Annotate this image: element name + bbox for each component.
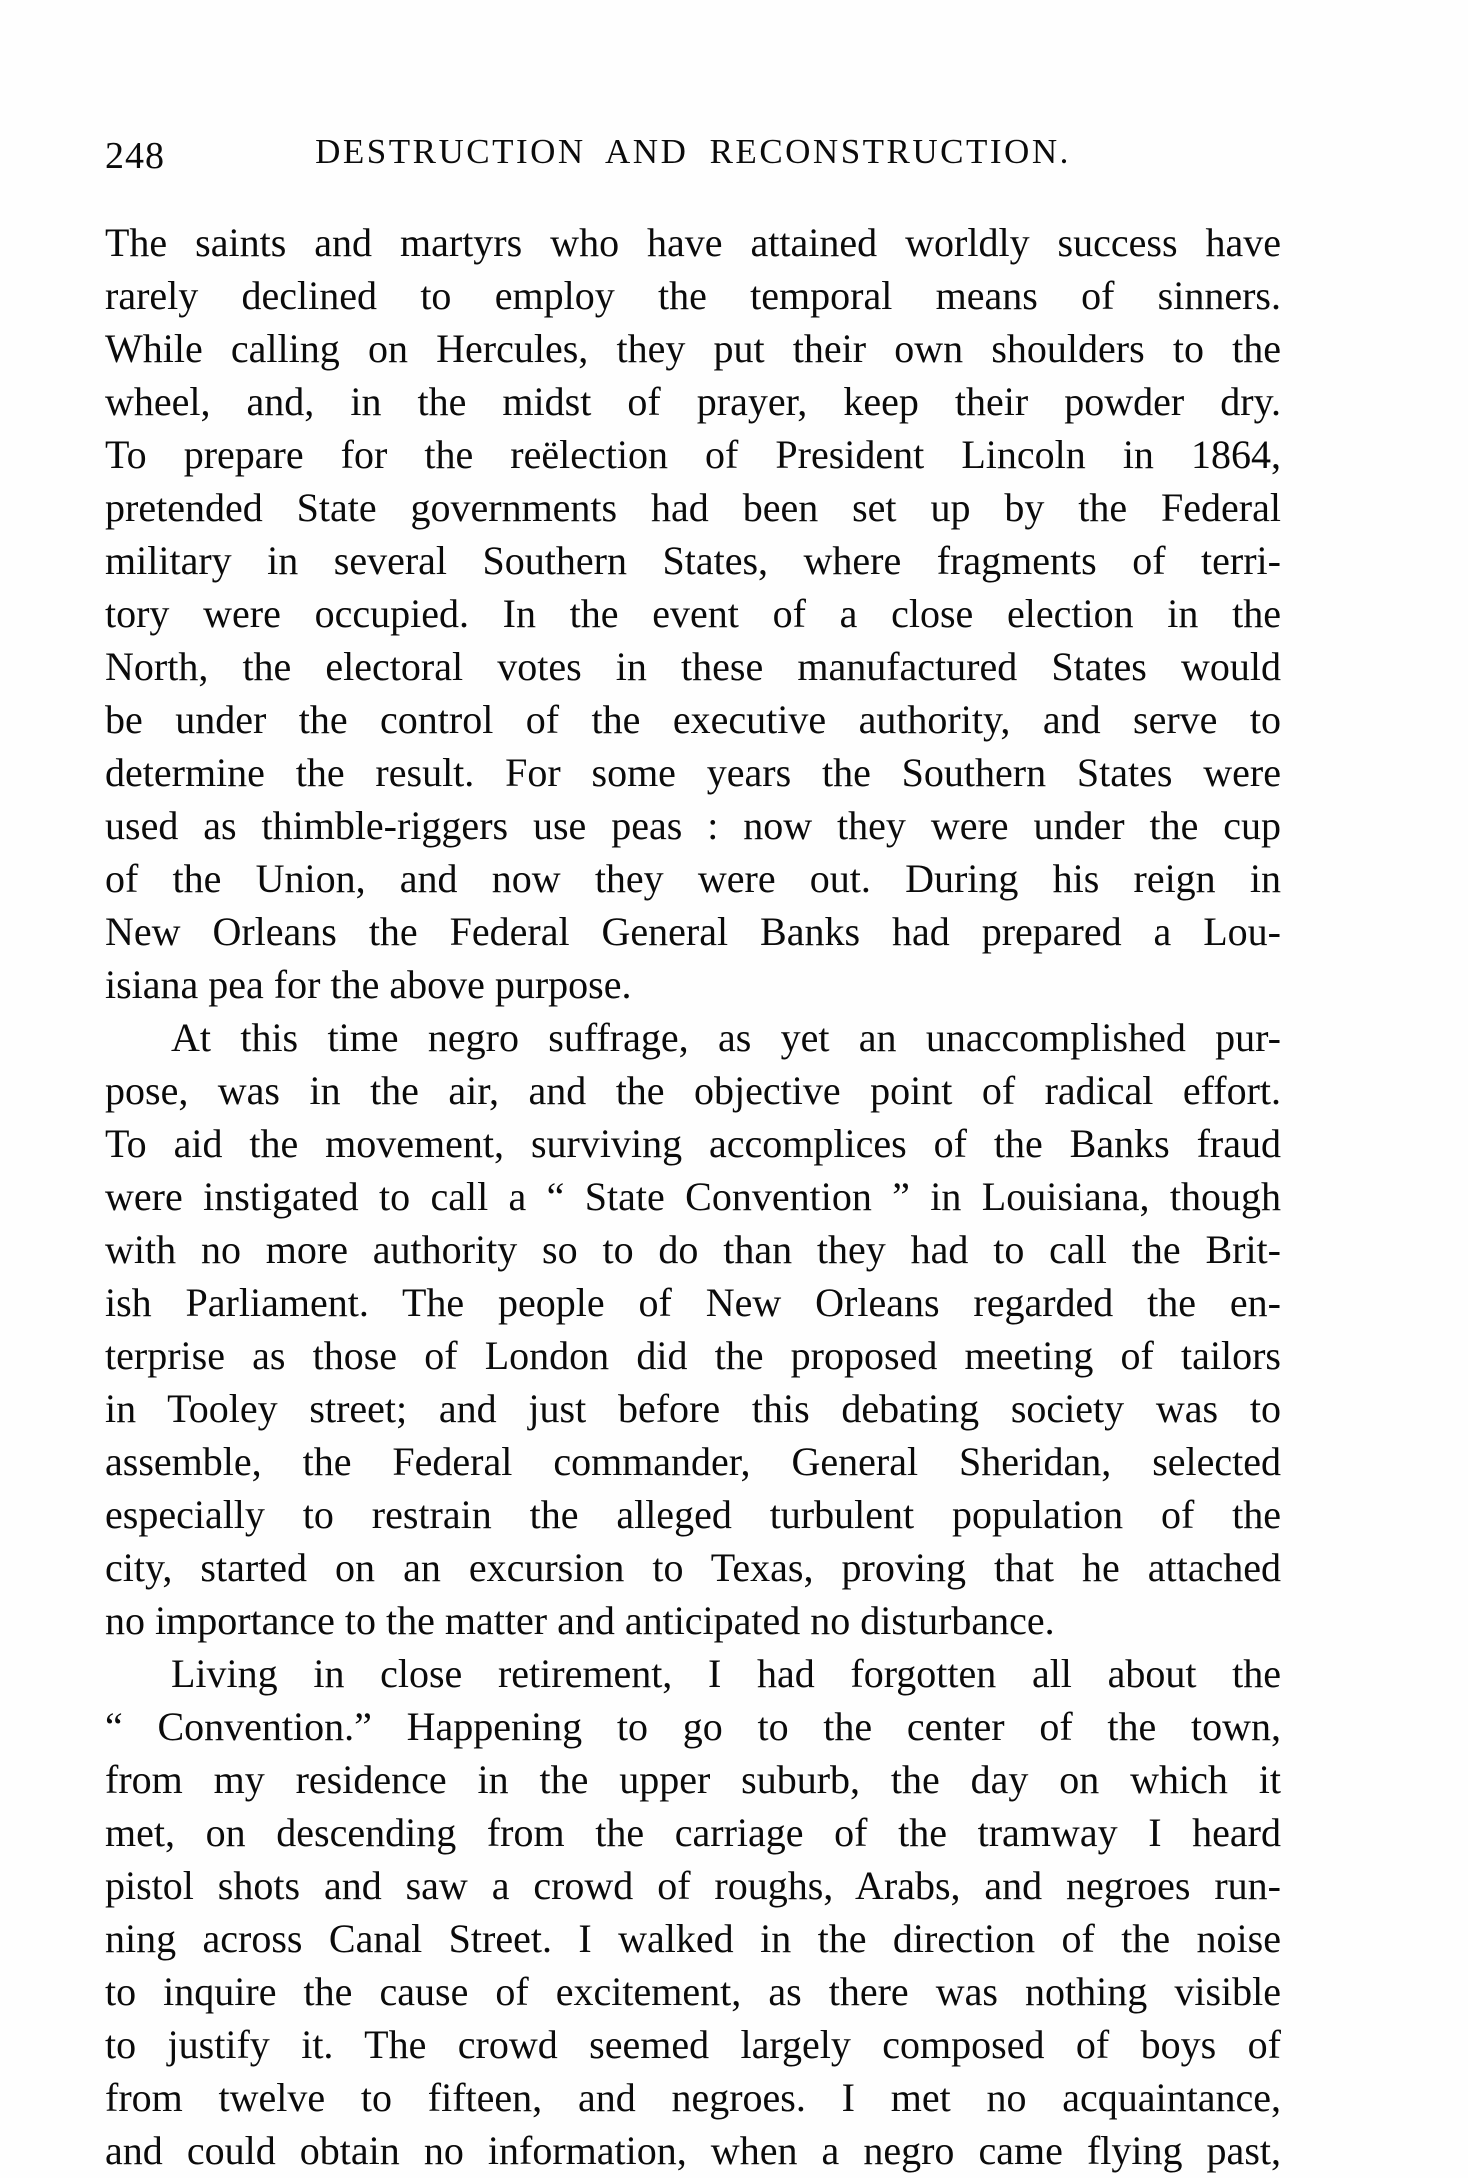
text-line: assemble, the Federal commander, General Sheridan, selected <box>105 1439 1281 1484</box>
text-line: ning across Canal Street. I walked in the direction of the noise <box>105 1916 1281 1961</box>
text-line: be under the control of the executive authority, and serve to <box>105 697 1281 742</box>
text-line: While calling on Hercules, they put their own shoulders to the <box>105 326 1281 371</box>
text-line: met, on descending from the carriage of the tramway I heard <box>105 1810 1281 1855</box>
text-line: especially to restrain the alleged turbulent population of the <box>105 1492 1281 1537</box>
text-line: no importance to the matter and anticipated no disturbance. <box>105 1598 1055 1643</box>
text-line: city, started on an excursion to Texas, proving that he attached <box>105 1545 1281 1590</box>
text-line: pose, was in the air, and the objective point of radical effort. <box>105 1068 1281 1113</box>
text-line: pretended State governments had been set up by the Federal <box>105 485 1281 530</box>
text-line: used as thimble-riggers use peas : now they were under the cup <box>105 803 1281 848</box>
text-line: to inquire the cause of excitement, as there was nothing visible <box>105 1969 1281 2014</box>
text-line: ish Parliament. The people of New Orleans regarded the en- <box>105 1280 1281 1325</box>
text-line: North, the electoral votes in these manufactured States would <box>105 644 1281 689</box>
text-line: from my residence in the upper suburb, the day on which it <box>105 1757 1281 1802</box>
paragraph <box>105 1011 1281 1647</box>
text-line: To aid the movement, surviving accomplices of the Banks fraud <box>105 1121 1281 1166</box>
text-line: military in several Southern States, where fragments of terri- <box>105 538 1281 583</box>
text-line: of the Union, and now they were out. During his reign in <box>105 856 1281 901</box>
text-line: and could obtain no information, when a negro came flying past, <box>105 2128 1281 2173</box>
running-head <box>105 128 1281 216</box>
text-line: terprise as those of London did the proposed meeting of tailors <box>105 1333 1281 1378</box>
page-content <box>105 128 1281 2177</box>
paragraph <box>105 1647 1281 2177</box>
running-title: DESTRUCTION AND RECONSTRUCTION. <box>315 132 1071 171</box>
page-body <box>105 216 1281 2177</box>
text-line: wheel, and, in the midst of prayer, keep their powder dry. <box>105 379 1281 424</box>
text-line: At this time negro suffrage, as yet an unaccomplished pur- <box>171 1015 1281 1060</box>
text-line: rarely declined to employ the temporal means of sinners. <box>105 273 1281 318</box>
text-line: Living in close retirement, I had forgotten all about the <box>171 1651 1281 1696</box>
text-line: were instigated to call a “ State Convention ” in Louisiana, though <box>105 1174 1281 1219</box>
text-line: with no more authority so to do than they had to call the Brit- <box>105 1227 1281 1272</box>
text-line: to justify it. The crowd seemed largely composed of boys of <box>105 2022 1281 2067</box>
text-line: To prepare for the reëlection of President Lincoln in 1864, <box>105 432 1281 477</box>
text-line: The saints and martyrs who have attained worldly success have <box>105 220 1281 265</box>
paragraph <box>105 216 1281 1011</box>
text-line: isiana pea for the above purpose. <box>105 962 632 1007</box>
text-line: New Orleans the Federal General Banks had prepared a Lou- <box>105 909 1281 954</box>
text-line: from twelve to fifteen, and negroes. I met no acquaintance, <box>105 2075 1281 2120</box>
page-number: 248 <box>105 135 165 177</box>
text-line: determine the result. For some years the Southern States were <box>105 750 1281 795</box>
text-line: pistol shots and saw a crowd of roughs, Arabs, and negroes run- <box>105 1863 1281 1908</box>
text-line: in Tooley street; and just before this debating society was to <box>105 1386 1281 1431</box>
text-line: “ Convention.” Happening to go to the center of the town, <box>105 1704 1281 1749</box>
text-line: tory were occupied. In the event of a close election in the <box>105 591 1281 636</box>
